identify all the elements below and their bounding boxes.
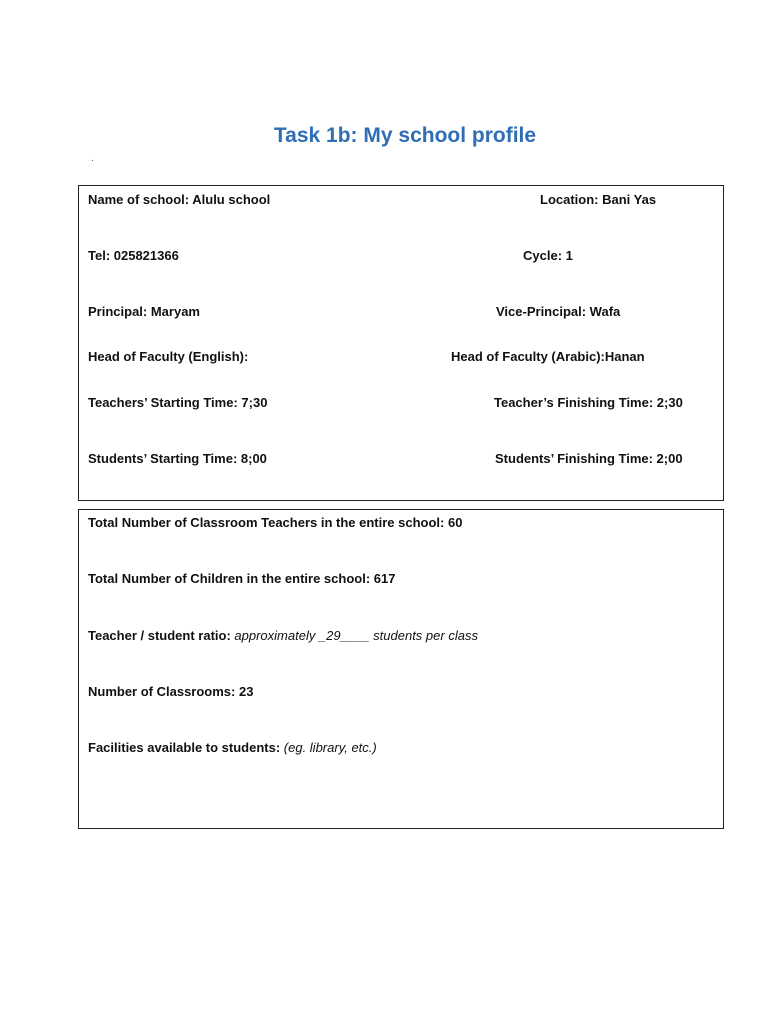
facilities [88, 740, 377, 756]
teachers-finishing-time: Teacher’s Finishing Time: 2;30 [494, 395, 683, 410]
ratio-value: approximately _29____ students per class [230, 628, 478, 643]
head-of-faculty-english: Head of Faculty (English): [88, 349, 249, 364]
classrooms-count: Number of Classrooms: 23 [88, 684, 254, 699]
facilities-hint: (eg. library, etc.) [280, 740, 377, 755]
students-starting-time: Students’ Starting Time: 8;00 [88, 451, 267, 466]
children-total: Total Number of Children in the entire school: 617 [88, 571, 396, 586]
students-finishing-time: Students’ Finishing Time: 2;00 [495, 451, 683, 466]
school-profile-box [78, 185, 724, 501]
telephone: Tel: 025821366 [88, 248, 179, 263]
school-statistics-box [78, 509, 724, 829]
facilities-label: Facilities available to students: [88, 740, 281, 755]
vice-principal: Vice-Principal: Wafa [496, 304, 621, 319]
location: Location: Bani Yas [540, 192, 657, 207]
ratio-label: Teacher / student ratio: [88, 628, 231, 643]
page-title: Task 1b: My school profile [273, 124, 537, 147]
teachers-starting-time: Teachers’ Starting Time: 7;30 [88, 395, 268, 410]
head-of-faculty-arabic: Head of Faculty (Arabic):Hanan [451, 349, 645, 364]
stray-mark: . [91, 153, 94, 164]
teacher-student-ratio [88, 628, 478, 644]
principal: Principal: Maryam [88, 304, 200, 319]
school-name: Name of school: Alulu school [88, 192, 271, 207]
teachers-total: Total Number of Classroom Teachers in the entire school: 60 [88, 515, 463, 530]
cycle: Cycle: 1 [523, 248, 573, 263]
